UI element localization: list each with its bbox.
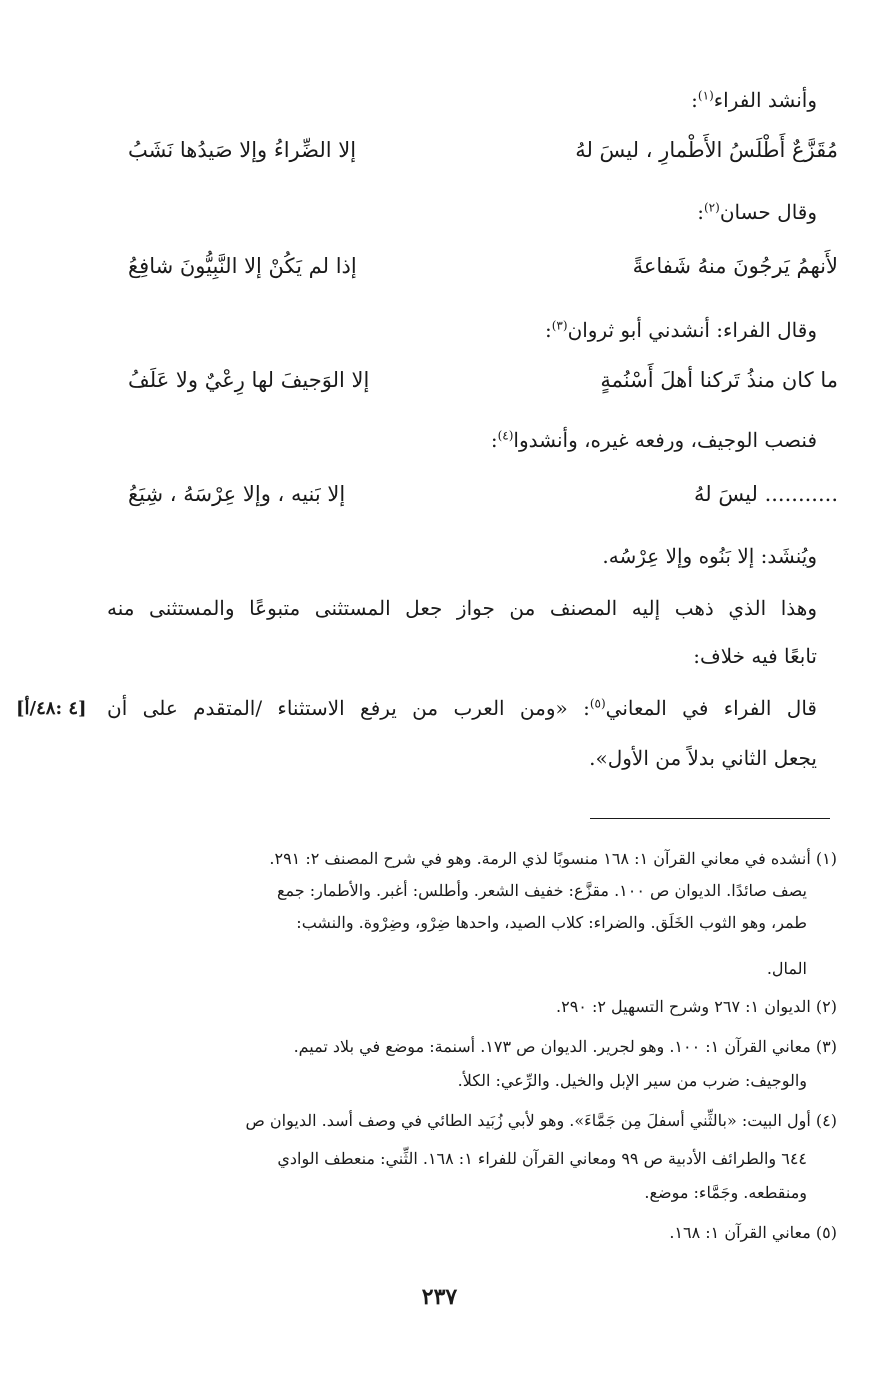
intro-line-wajif: فنصب الوجيف، ورفعه غيره، وأنشدوا$^{(٤)}$: xyxy=(490,428,817,452)
footnote-1-line-2: يصف صائدًا. الديوان ص ١٠٠. مقزَّع: خفيف الشعر. وأطلس: أغبر. والأطمار: جمع xyxy=(276,881,807,900)
verse-3 xyxy=(128,368,838,393)
footnote-ref-2[interactable]: (٢) xyxy=(703,200,720,215)
verse-1-second-hemistich: إلا الضِّراءُ وإلا صَيدُها نَشَبُ xyxy=(128,138,357,162)
footnote-ref-3[interactable]: (٣) xyxy=(551,318,568,333)
verse-3-first-hemistich: ما كان منذُ تَركنا أهلَ أَسْنُمةٍ xyxy=(600,368,838,392)
intro-line-abu-tharwan: وقال الفراء: أنشدني أبو ثروان$^{(٣)}$: xyxy=(544,318,817,342)
footnote-3-line-1: (٣) معاني القرآن ١: ١٠٠. وهو لجرير. الديوان ص ١٧٣. أسنمة: موضع في بلاد تميم. xyxy=(293,1037,837,1056)
footnote-4-line-3: ومنقطعه. وجَمَّاء: موضع. xyxy=(644,1183,807,1202)
footnote-1-line-1: (١) أنشده في معاني القرآن ١: ١٦٨ منسوبًا لذي الرمة. وهو في شرح المصنف ٢: ٢٩١. xyxy=(269,849,837,868)
paragraph-2-line-2: يجعل الثاني بدلاً من الأول». xyxy=(589,746,817,770)
footnote-2: (٢) الديوان ١: ٢٦٧ وشرح التسهيل ٢: ٢٩٠. xyxy=(556,997,837,1016)
verse-3-second-hemistich: إلا الوَجيفَ لها رِعْيٌ ولا عَلَفُ xyxy=(128,368,370,392)
footnote-3-line-2: والوجيف: ضرب من سير الإبل والخيل. والرِّعي: الكلأ. xyxy=(457,1071,807,1090)
verse-4-second-hemistich: إلا بَنيه ، وإلا عِرْسَهُ ، شِيَعُ xyxy=(128,482,346,506)
paragraph-2-line-1: قال الفراء في المعاني$^{(٥)}$: «ومن العرب من يرفع الاستثناء /المتقدم على أن xyxy=(107,696,817,720)
variant-reading-line: ويُنشَد: إلا بَنُوه وإلا عِرْسُه. xyxy=(602,544,817,568)
footnote-4-line-1: (٤) أول البيت: «بالثِّني أسفلَ مِن جَمَّاءَ». وهو لأبي زُبَيد الطائي في وصف أسد. الديوان ص xyxy=(245,1111,837,1130)
verse-2-second-hemistich: إذا لم يَكُنْ إلا النَّبِيُّونَ شافِعُ xyxy=(128,254,357,278)
footnote-ref-1[interactable]: (١) xyxy=(697,88,714,103)
paragraph-1-line-2: تابعًا فيه خلاف: xyxy=(693,644,817,668)
verse-2-first-hemistich: لأَنهمُ يَرجُونَ منهُ شَفاعةً xyxy=(632,254,838,278)
manuscript-margin-reference: [٤ :٤٨/أ] xyxy=(16,698,87,719)
paragraph-1-line-1: وهذا الذي ذهب إليه المصنف من جواز جعل المستثنى متبوعًا والمستثنى منه xyxy=(107,596,817,620)
verse-1-first-hemistich: مُقَزَّعٌ أَطْلَسُ الأَطْمارِ ، ليسَ لهُ xyxy=(575,138,838,162)
footnote-5: (٥) معاني القرآن ١: ١٦٨. xyxy=(669,1223,837,1242)
verse-4 xyxy=(128,482,838,507)
footnote-ref-4[interactable]: (٤) xyxy=(497,428,514,443)
intro-line-hassan: وقال حسان$^{(٢)}$: xyxy=(697,200,817,224)
footnote-1-line-3: طمر، وهو الثوب الخَلَق. والضراء: كلاب الصيد، واحدها ضِرْو، وضِرْوة. والنشب: xyxy=(296,913,807,932)
verse-4-first-hemistich: ........... ليسَ لهُ xyxy=(694,482,838,506)
page-number: ٢٣٧ xyxy=(421,1284,458,1310)
footnote-1-line-4: المال. xyxy=(766,959,807,978)
verse-2 xyxy=(128,254,838,279)
verse-1 xyxy=(128,138,838,163)
intro-line-farra: وأنشد الفراء$^{(١)}$: xyxy=(691,88,817,112)
footnote-ref-5[interactable]: (٥) xyxy=(589,696,606,711)
footnote-separator xyxy=(590,818,830,819)
footnote-4-line-2: ٦٤٤ والطرائف الأدبية ص ٩٩ ومعاني القرآن للفراء ١: ١٦٨. الثِّني: منعطف الوادي xyxy=(277,1149,807,1168)
